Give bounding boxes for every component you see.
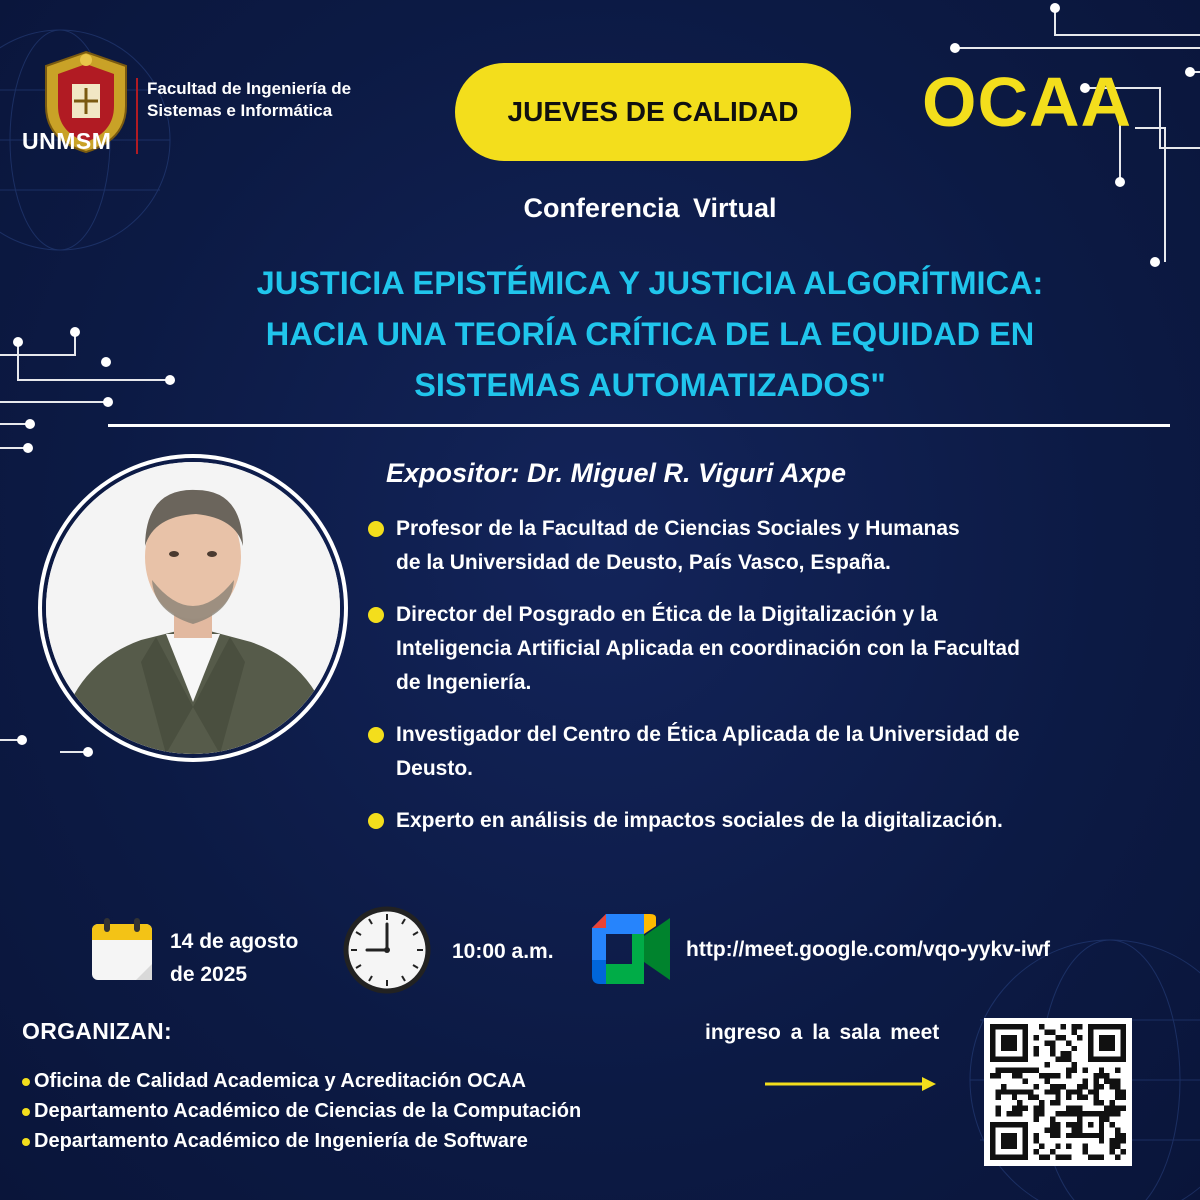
event-type: Conferencia Virtual bbox=[523, 193, 777, 223]
faculty-name bbox=[147, 78, 351, 122]
organizer-item bbox=[22, 1096, 581, 1126]
series-badge bbox=[455, 63, 851, 161]
qr-code-icon[interactable] bbox=[990, 1024, 1126, 1160]
qr-caption: ingreso a la sala meet bbox=[705, 1021, 940, 1044]
office-acronym: OCAA bbox=[922, 63, 1133, 141]
organizers-list bbox=[22, 1066, 581, 1156]
organizer-item bbox=[22, 1066, 581, 1096]
speaker-portrait-illustration bbox=[46, 462, 340, 754]
bio-line: de la Universidad de Deusto, País Vasco, España. bbox=[396, 551, 891, 574]
organizers-heading: ORGANIZAN: bbox=[22, 1018, 172, 1044]
faculty-line-2: Sistemas e Informática bbox=[147, 101, 333, 120]
bio-line: Director del Posgrado en Ética de la Digitalización y la bbox=[396, 603, 938, 626]
bullet-dot bbox=[368, 607, 384, 623]
bullet-dot bbox=[368, 813, 384, 829]
speaker-photo bbox=[46, 462, 340, 754]
event-date-line: de 2025 bbox=[170, 963, 248, 986]
institution-acronym: UNMSM bbox=[22, 128, 112, 154]
google-meet-icon bbox=[592, 914, 670, 984]
event-title-line: JUSTICIA EPISTÉMICA Y JUSTICIA ALGORÍTMICA: bbox=[256, 265, 1044, 301]
bio-line: de Ingeniería. bbox=[396, 671, 532, 694]
bio-item bbox=[368, 512, 1168, 580]
bullet-dot bbox=[368, 727, 384, 743]
organizer-name: Oficina de Calidad Academica y Acreditación OCAA bbox=[34, 1070, 526, 1092]
bullet-dot bbox=[22, 1078, 30, 1086]
bio-item bbox=[368, 598, 1168, 700]
bio-line: Investigador del Centro de Ética Aplicada de la Universidad de bbox=[396, 723, 1020, 746]
clock-icon bbox=[343, 906, 431, 994]
meet-link[interactable]: http://meet.google.com/vqo-yykv-iwf bbox=[686, 938, 1051, 961]
series-badge-label: JUEVES DE CALIDAD bbox=[507, 96, 799, 127]
event-time: 10:00 a.m. bbox=[452, 940, 554, 963]
bio-line: Deusto. bbox=[396, 757, 474, 780]
organizer-name: Departamento Académico de Ingeniería de Software bbox=[34, 1130, 528, 1152]
event-date bbox=[170, 925, 298, 991]
speaker-bio-list bbox=[368, 512, 1168, 856]
bio-item bbox=[368, 718, 1168, 786]
divider-line bbox=[136, 78, 138, 154]
bullet-dot bbox=[22, 1138, 30, 1146]
faculty-line-1: Facultad de Ingeniería de bbox=[147, 79, 352, 98]
organizer-item bbox=[22, 1126, 581, 1156]
calendar-icon bbox=[90, 918, 154, 982]
organizer-name: Departamento Académico de Ciencias de la Computación bbox=[34, 1100, 582, 1122]
event-date-line: 14 de agosto bbox=[170, 930, 299, 953]
speaker-heading: Expositor: Dr. Miguel R. Viguri Axpe bbox=[386, 458, 847, 488]
event-title-line: SISTEMAS AUTOMATIZADOS" bbox=[414, 367, 886, 403]
bio-line: Inteligencia Artificial Aplicada en coordinación con la Facultad bbox=[396, 637, 1020, 660]
event-title-line: HACIA UNA TEORÍA CRÍTICA DE LA EQUIDAD EN bbox=[265, 316, 1035, 352]
bio-line: Profesor de la Facultad de Ciencias Sociales y Humanas bbox=[396, 517, 960, 540]
bullet-dot bbox=[22, 1108, 30, 1116]
bullet-dot bbox=[368, 521, 384, 537]
event-title bbox=[130, 258, 1170, 411]
bio-line: Experto en análisis de impactos sociales de la digitalización. bbox=[396, 809, 1003, 832]
bio-item bbox=[368, 804, 1168, 838]
title-divider bbox=[108, 424, 1170, 427]
